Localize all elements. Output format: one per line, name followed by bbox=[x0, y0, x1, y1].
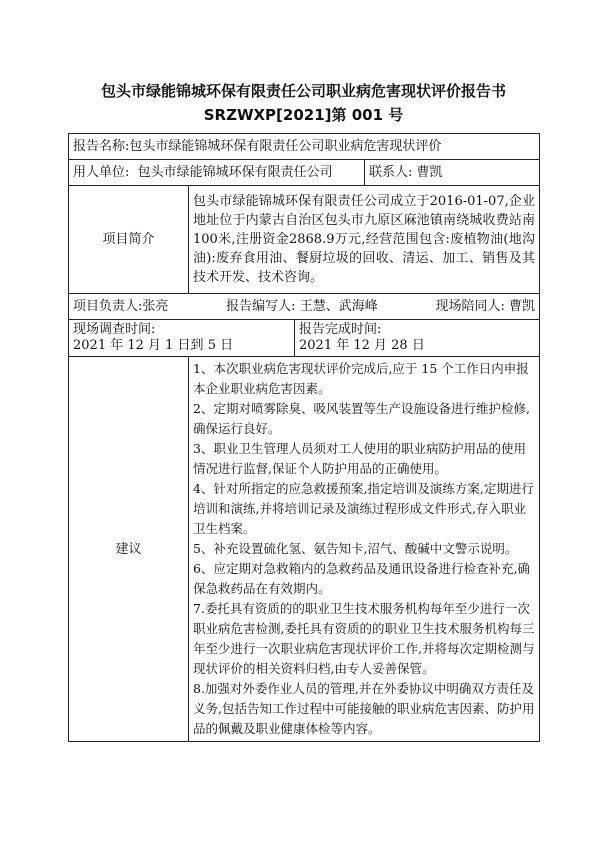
row-employer bbox=[69, 160, 540, 186]
writer-label: 报告编写人: bbox=[226, 299, 296, 314]
leader-value: 张亮 bbox=[142, 299, 169, 314]
suggestion-item: 6、应定期对急救箱内的急救药品及通讯设备进行检查补充,确保急救药品在有效期内。 bbox=[193, 561, 530, 596]
row-suggestions bbox=[69, 357, 540, 742]
document-code: SRZWXP[2021]第 001 号 bbox=[203, 106, 404, 124]
suggestion-item: 4、针对所指定的应急救援预案,指定培训及演练方案,定期进行培训和演练,并将培训记录及演练过程形成文件形式,存入职业卫生档案。 bbox=[193, 481, 534, 536]
intro-text: 包头市绿能锦城环保有限责任公司成立于2016-01-07,企业地址位于内蒙古自治区包头市九原区麻池镇南绕城收费站南100米,注册资金2868.9万元,经营范围包含:废植物油(地沟油):废弃食用油、餐厨垃圾的回收、清运、加工、销售及其技术开发、技术咨询。 bbox=[189, 186, 540, 294]
document-title: 包头市绿能锦城环保有限责任公司职业病危害现状评价报告书 bbox=[100, 82, 506, 100]
employer-label: 用人单位: bbox=[73, 165, 130, 180]
contact-value: 曹凯 bbox=[416, 165, 443, 180]
finish-time-value: 2021 年 12 月 28 日 bbox=[299, 338, 425, 353]
report-table bbox=[68, 133, 540, 742]
suggestion-item: 8.加强对外委作业人员的管理,并在外委协议中明确双方责任及义务,包括告知工作过程中可能接触的职业病危害因素、防护用品的佩戴及职业健康体检等内容。 bbox=[193, 681, 535, 736]
survey-time-label: 现场调查时间: bbox=[73, 322, 156, 337]
leader-label: 项目负责人: bbox=[73, 299, 143, 314]
escort-label: 现场陪同人: bbox=[435, 299, 505, 314]
row-people bbox=[69, 294, 540, 320]
suggestion-label: 建议 bbox=[69, 357, 189, 742]
row-report-name bbox=[69, 134, 540, 160]
suggestion-item: 3、职业卫生管理人员须对工人使用的职业病防护用品的使用情况进行监督,保证个人防护用品的正确使用。 bbox=[193, 441, 526, 476]
escort-value: 曹凯 bbox=[509, 299, 536, 314]
finish-time-label: 报告完成时间: bbox=[299, 322, 382, 337]
writer-value: 王慧、武海峰 bbox=[299, 299, 378, 314]
suggestion-item: 7.委托具有资质的的职业卫生技术服务机构每年至少进行一次职业病危害检测,委托具有资质的的职业卫生技术服务机构每三年至少进行一次职业病危害现状评价工作,并将每次定期检测与现状评价的相关资料归档,由专人妥善保管。 bbox=[193, 601, 535, 676]
suggestion-item: 2、定期对喷雾除臭、吸风装置等生产设施设备进行维护检修,确保运行良好。 bbox=[193, 401, 530, 436]
row-times bbox=[69, 320, 540, 357]
suggestion-item: 1、本次职业病危害现状评价完成后,应于 15 个工作日内申报本企业职业病危害因素。 bbox=[193, 361, 529, 396]
row-intro bbox=[69, 186, 540, 294]
report-name-value: 包头市绿能锦城环保有限责任公司职业病危害现状评价 bbox=[129, 139, 442, 154]
employer-value: 包头市绿能锦城环保有限责任公司 bbox=[137, 165, 333, 180]
suggestion-item: 5、补充设置硫化氢、氨告知卡,沼气、酸碱中文警示说明。 bbox=[193, 541, 518, 556]
intro-label: 项目简介 bbox=[69, 186, 189, 294]
report-name-label: 报告名称: bbox=[73, 139, 130, 154]
contact-label: 联系人: bbox=[369, 165, 413, 180]
suggestion-list bbox=[189, 357, 540, 742]
survey-time-value: 2021 年 12 月 1 日到 5 日 bbox=[73, 338, 234, 353]
